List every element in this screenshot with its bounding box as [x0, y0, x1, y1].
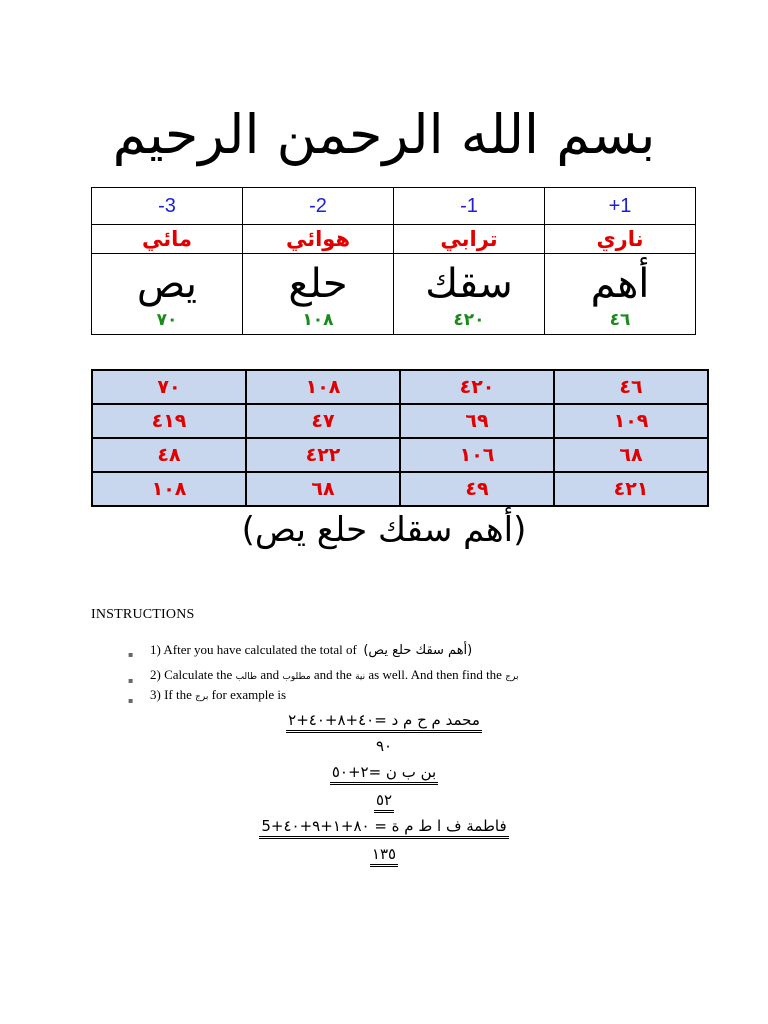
calc-result: [0, 790, 768, 813]
word-cell: [243, 254, 394, 335]
number-cell: ٦٩: [400, 404, 554, 438]
instruction-arabic: نية: [355, 672, 366, 682]
calc-line: [0, 816, 768, 839]
instruction-arabic: برج: [195, 692, 209, 702]
instruction-text: 1) After you have calculated the total of: [150, 642, 357, 657]
number-cell: ٤٨: [92, 438, 246, 472]
table-row: [92, 438, 708, 472]
sign-cell: -2: [243, 188, 394, 225]
word-text: سقك: [425, 261, 513, 307]
number-cell: ١٠٦: [400, 438, 554, 472]
sign-row: [92, 188, 696, 225]
number-cell: ٧٠: [92, 370, 246, 404]
calc-result: [0, 736, 768, 756]
bullet-icon: ▪: [128, 676, 134, 685]
number-cell: ٦٨: [554, 438, 708, 472]
element-cell: هوائي: [243, 225, 394, 254]
word-cell: [545, 254, 696, 335]
calc-text: ٩٠: [375, 737, 393, 755]
number-cell: ٤٢٠: [400, 370, 554, 404]
table-row: [92, 370, 708, 404]
instruction-arabic: طالب: [235, 672, 258, 682]
bullet-icon: ▪: [128, 696, 134, 705]
word-cell: [92, 254, 243, 335]
sign-cell: +1: [545, 188, 696, 225]
instruction-text: 3) If the: [150, 687, 192, 702]
number-cell: ٤٦: [554, 370, 708, 404]
instruction-text: and the: [313, 667, 352, 682]
instruction-text: and: [260, 667, 280, 682]
calc-text: ١٣٥: [370, 844, 398, 867]
element-table: [91, 187, 696, 335]
element-cell: مائي: [92, 225, 243, 254]
calc-line: [0, 710, 768, 733]
word-text: يص: [136, 261, 198, 307]
instruction-item-2: [150, 667, 518, 683]
instructions-heading: INSTRUCTIONS: [91, 607, 195, 622]
number-cell: ١٠٨: [92, 472, 246, 506]
number-cell: ٤٢١: [554, 472, 708, 506]
instruction-arabic: (أهم سقك حلع يص): [363, 643, 473, 658]
table-row: [92, 472, 708, 506]
instruction-item-3: [150, 687, 286, 703]
calc-text: محمد م ح م د =٤٠+٨+٤٠+٢: [286, 710, 482, 733]
bullet-icon: ▪: [128, 650, 134, 659]
word-text: حلع: [288, 261, 348, 307]
sign-cell: -1: [394, 188, 545, 225]
element-cell: ترابي: [394, 225, 545, 254]
combined-phrase: (أهم سقك حلع يص): [241, 510, 527, 550]
calc-result: [0, 844, 768, 867]
sign-cell: -3: [92, 188, 243, 225]
number-table: [91, 369, 709, 507]
calc-text: فاطمة ف ا ط م ة = ٨٠+١+٩+٤٠+5: [259, 816, 508, 839]
number-cell: ٤٩: [400, 472, 554, 506]
word-row: [92, 254, 696, 335]
number-cell: ١٠٩: [554, 404, 708, 438]
calc-line: [0, 762, 768, 785]
calc-text: بن ب ن =٢+٥٠: [330, 762, 438, 785]
instruction-text: for example is: [211, 687, 287, 702]
word-value: ٤٢٠: [453, 310, 485, 330]
instruction-item-1: [150, 642, 472, 658]
word-value: ٤٦: [609, 310, 631, 330]
element-cell: ناري: [545, 225, 696, 254]
instruction-text: as well. And then find the: [368, 667, 502, 682]
table-row: [92, 404, 708, 438]
word-cell: [394, 254, 545, 335]
element-row: [92, 225, 696, 254]
instruction-arabic: برج: [505, 672, 519, 682]
number-cell: ٤١٩: [92, 404, 246, 438]
instruction-text: 2) Calculate the: [150, 667, 233, 682]
word-text: أهم: [590, 261, 650, 307]
instruction-arabic: مطلوب: [282, 672, 311, 682]
calc-text: ٥٢: [374, 790, 394, 813]
page-title: بسم الله الرحمن الرحيم: [112, 103, 656, 166]
word-value: ١٠٨: [302, 310, 334, 330]
number-cell: ١٠٨: [246, 370, 400, 404]
word-value: ٧٠: [156, 310, 178, 330]
number-cell: ٤٢٢: [246, 438, 400, 472]
number-cell: ٦٨: [246, 472, 400, 506]
number-cell: ٤٧: [246, 404, 400, 438]
